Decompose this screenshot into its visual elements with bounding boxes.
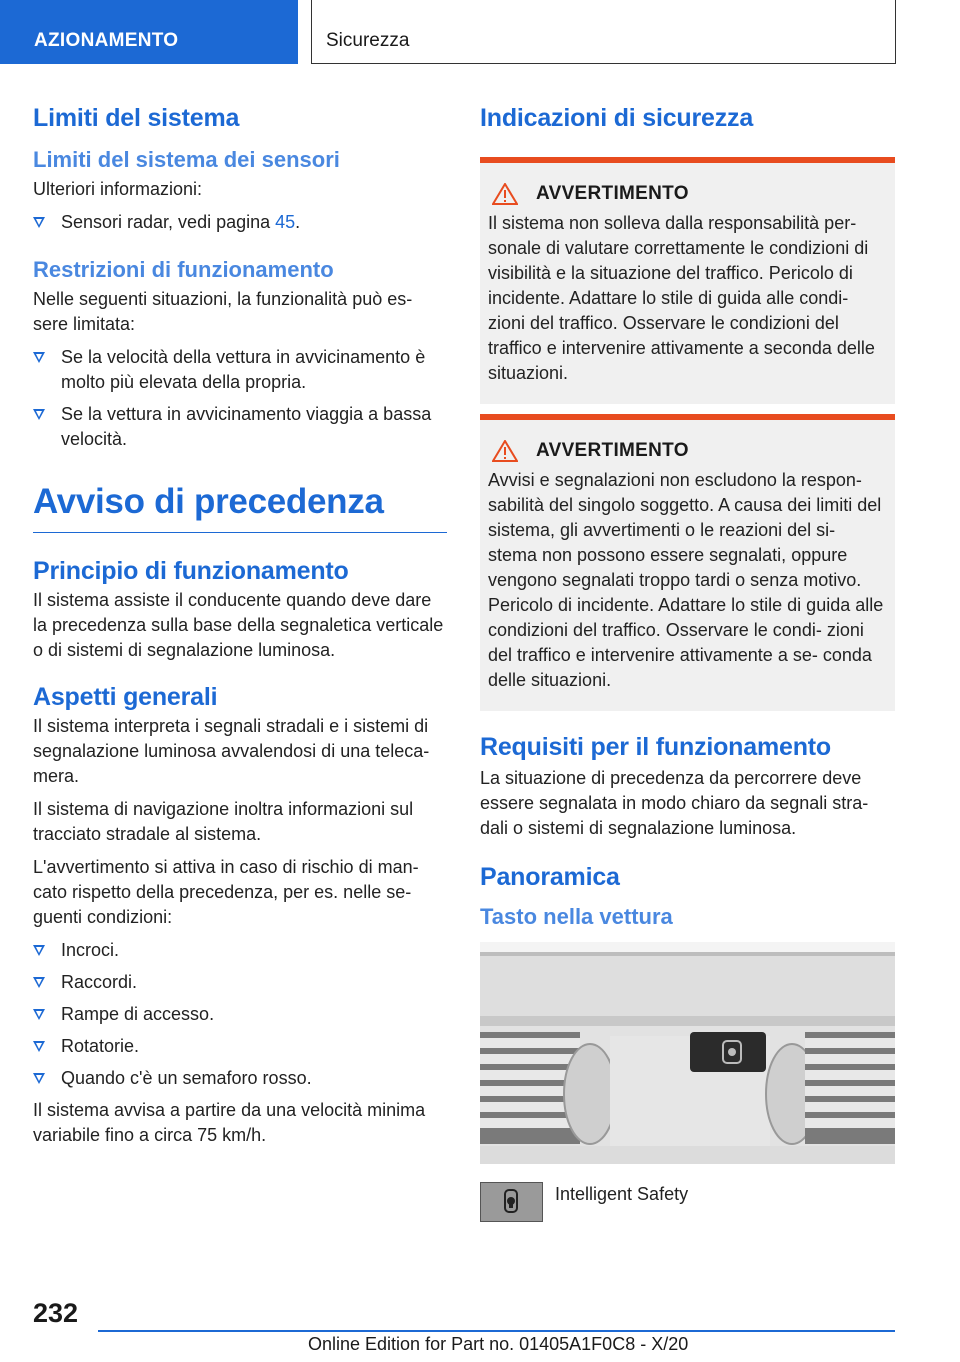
page-link[interactable]: 45 bbox=[275, 212, 296, 232]
left-column bbox=[33, 96, 447, 1156]
triangle-bullet-icon bbox=[33, 945, 45, 956]
restrizioni-text: Nelle seguenti situazioni, la funzionalità può es- sere limitata: bbox=[33, 289, 413, 334]
restrizioni-list bbox=[33, 345, 447, 452]
triangle-bullet-icon bbox=[33, 1073, 45, 1084]
heading-indicazioni: Indicazioni di sicurezza bbox=[480, 104, 754, 132]
list-item: Raccordi. bbox=[33, 970, 447, 995]
list-item: Sensori radar, vedi pagina 45. bbox=[33, 210, 447, 235]
list-item: Quando c'è un semaforo rosso. bbox=[33, 1066, 447, 1091]
chapter-title: Sicurezza bbox=[311, 0, 896, 64]
list-item: Se la vettura in avvicinamento viaggia a bassa velocità. bbox=[33, 402, 447, 452]
edition-text: Online Edition for Part no. 01405A1F0C8 - X/20 bbox=[308, 1334, 689, 1354]
principio-text: Il sistema assiste il conducente quando deve dare la precedenza sulla base della segnaletica verticale o di sistemi di segnalazione luminosa. bbox=[33, 590, 444, 660]
aspetti-p2: Il sistema di navigazione inoltra informazioni sul tracciato stradale al sistema. bbox=[33, 799, 414, 844]
triangle-bullet-icon bbox=[33, 409, 45, 420]
page-header bbox=[0, 0, 960, 66]
list-item: Rampe di accesso. bbox=[33, 1002, 447, 1027]
warning-text: Il sistema non solleva dalla responsabilità per- sonale di valutare correttamente le condizioni di visibilità e la situazione del traffico. Pericolo di incidente. Adattare lo stile di guida alle condi- zioni del traffico. Osservare le condizioni del traffico e intervenire attivamente a seconda delle situazioni. bbox=[488, 213, 875, 383]
warning-triangle-icon bbox=[492, 440, 518, 462]
heading-panoramica: Panoramica bbox=[480, 863, 620, 891]
list-item: Rotatorie. bbox=[33, 1034, 447, 1059]
footer-divider bbox=[98, 1330, 895, 1332]
condizioni-list bbox=[33, 938, 447, 1091]
section-tab: AZIONAMENTO bbox=[0, 0, 298, 64]
triangle-bullet-icon bbox=[33, 1041, 45, 1052]
dashboard-vents-image bbox=[480, 942, 895, 1164]
caption-row bbox=[480, 1182, 895, 1222]
sensori-text: Ulteriori informazioni: bbox=[33, 179, 203, 199]
heading-avviso: Avviso di precedenza bbox=[33, 482, 447, 533]
warning-title: AVVERTIMENTO bbox=[536, 440, 689, 461]
heading-limiti: Limiti del sistema bbox=[33, 104, 240, 132]
warning-triangle-icon bbox=[492, 183, 518, 205]
triangle-bullet-icon bbox=[33, 217, 45, 228]
aspetti-p4: Il sistema avvisa a partire da una velocità minima variabile fino a circa 75 km/h. bbox=[33, 1100, 426, 1145]
heading-restrizioni: Restrizioni di funzionamento bbox=[33, 257, 334, 282]
sensori-list bbox=[33, 210, 447, 235]
warning-box bbox=[480, 157, 895, 404]
dashboard-photo bbox=[480, 942, 895, 1164]
list-item: Incroci. bbox=[33, 938, 447, 963]
heading-sensori: Limiti del sistema dei sensori bbox=[33, 147, 340, 172]
page-number: 232 bbox=[33, 1298, 79, 1328]
warning-box bbox=[480, 414, 895, 711]
caption-text: Intelligent Safety bbox=[555, 1184, 689, 1204]
requisiti-text: La situazione di precedenza da percorrere deve essere segnalata in modo chiaro da segnali stra- dali o sistemi di segnalazione luminosa. bbox=[480, 768, 869, 838]
triangle-bullet-icon bbox=[33, 1009, 45, 1020]
list-item: Se la velocità della vettura in avvicinamento è molto più elevata della propria. bbox=[33, 345, 447, 395]
triangle-bullet-icon bbox=[33, 977, 45, 988]
heading-requisiti: Requisiti per il funzionamento bbox=[480, 733, 831, 761]
warning-text: Avvisi e segnalazioni non escludono la respon- sabilità del singolo soggetto. A causa dei limiti del sistema, gli avvertimenti o le reazioni del si- stema non possono essere segnalati, oppure vengono segnalati troppo tardi o senza motivo. Pericolo di incidente. Adattare lo stile di guida alle condizioni del traffico. Osservare le condi- zioni del traffico e intervenire attivamente a se- conda delle situazioni. bbox=[488, 470, 884, 690]
aspetti-p1: Il sistema interpreta i segnali stradali e i sistemi di segnalazione luminosa avvalendosi di una teleca- mera. bbox=[33, 716, 430, 786]
aspetti-p3: L'avvertimento si attiva in caso di rischio di man- cato rispetto della precedenza, per es. nelle se- guenti condizioni: bbox=[33, 857, 419, 927]
intelligent-safety-button-icon bbox=[480, 1182, 543, 1222]
warning-title: AVVERTIMENTO bbox=[536, 183, 689, 204]
heading-aspetti: Aspetti generali bbox=[33, 683, 218, 711]
triangle-bullet-icon bbox=[33, 352, 45, 363]
right-column bbox=[480, 96, 895, 1222]
heading-tasto: Tasto nella vettura bbox=[480, 904, 673, 929]
heading-principio: Principio di funzionamento bbox=[33, 557, 349, 585]
